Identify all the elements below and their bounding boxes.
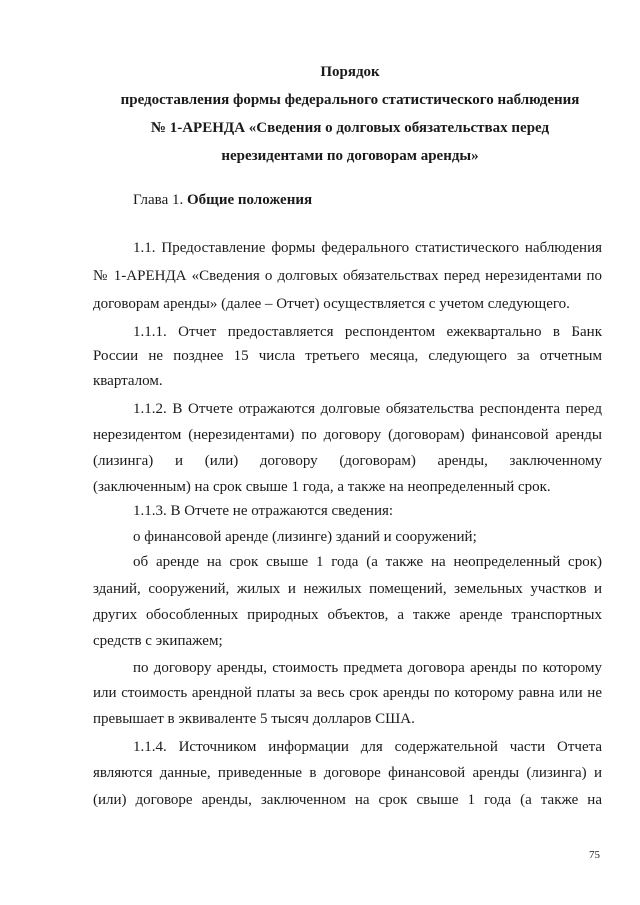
paragraph-line: 1.1.4. Источником информации для содержательной части Отчета (133, 739, 602, 755)
document-title-line-1: Порядок (320, 64, 380, 80)
paragraph-line: № 1-АРЕНДА «Сведения о долговых обязательствах перед нерезидентами по (93, 268, 602, 284)
document-title-line-4: нерезидентами по договорам аренды» (221, 148, 479, 164)
paragraph-line: 1.1.2. В Отчете отражаются долговые обязательства респондента перед (133, 401, 602, 417)
paragraph-line: кварталом. (93, 373, 163, 389)
paragraph-line: 1.1. Предоставление формы федерального статистического наблюдения (133, 240, 602, 256)
paragraph-line: (или) договоре аренды, заключенном на срок свыше 1 года (а также на (93, 792, 602, 808)
document-title-line-3: № 1-АРЕНДА «Сведения о долговых обязательствах перед (150, 120, 550, 136)
paragraph-line: превышает в эквиваленте 5 тысяч долларов США. (93, 711, 415, 727)
chapter-heading (133, 190, 312, 210)
paragraph-line: нерезидентом (нерезидентами) по договору (договорам) финансовой аренды (93, 427, 602, 443)
chapter-prefix: Глава 1. (133, 192, 184, 208)
paragraph-line: об аренде на срок свыше 1 года (а также на неопределенный срок) (133, 554, 602, 570)
paragraph-line: (лизинга) и (или) договору (договорам) аренды, заключенному (93, 453, 602, 469)
document-title-line-2: предоставления формы федерального статистического наблюдения (120, 92, 580, 108)
paragraph-line: других обособленных природных объектов, а также аренде транспортных (93, 607, 602, 623)
paragraph-line: о финансовой аренде (лизинге) зданий и сооружений; (133, 529, 477, 545)
paragraph-line: зданий, сооружений, жилых и нежилых помещений, земельных участков и (93, 581, 602, 597)
paragraph-line: 1.1.1. Отчет предоставляется респондентом ежеквартально в Банк (133, 324, 602, 340)
paragraph-line: 1.1.3. В Отчете не отражаются сведения: (133, 503, 394, 519)
page-number: 75 (589, 849, 600, 861)
chapter-name: Общие положения (186, 192, 313, 208)
paragraph-line: являются данные, приведенные в договоре финансовой аренды (лизинга) и (93, 765, 602, 781)
paragraph-line: договорам аренды» (далее – Отчет) осуществляется с учетом следующего. (93, 296, 570, 312)
paragraph-line: или стоимость арендной платы за весь срок аренды по которому равна или не (93, 685, 602, 701)
paragraph-line: России не позднее 15 числа третьего месяца, следующего за отчетным (93, 348, 602, 364)
paragraph-line: (заключенным) на срок свыше 1 года, а также на неопределенный срок. (93, 479, 551, 495)
paragraph-line: средств с экипажем; (93, 633, 223, 649)
paragraph-line: по договору аренды, стоимость предмета договора аренды по которому (133, 660, 602, 676)
